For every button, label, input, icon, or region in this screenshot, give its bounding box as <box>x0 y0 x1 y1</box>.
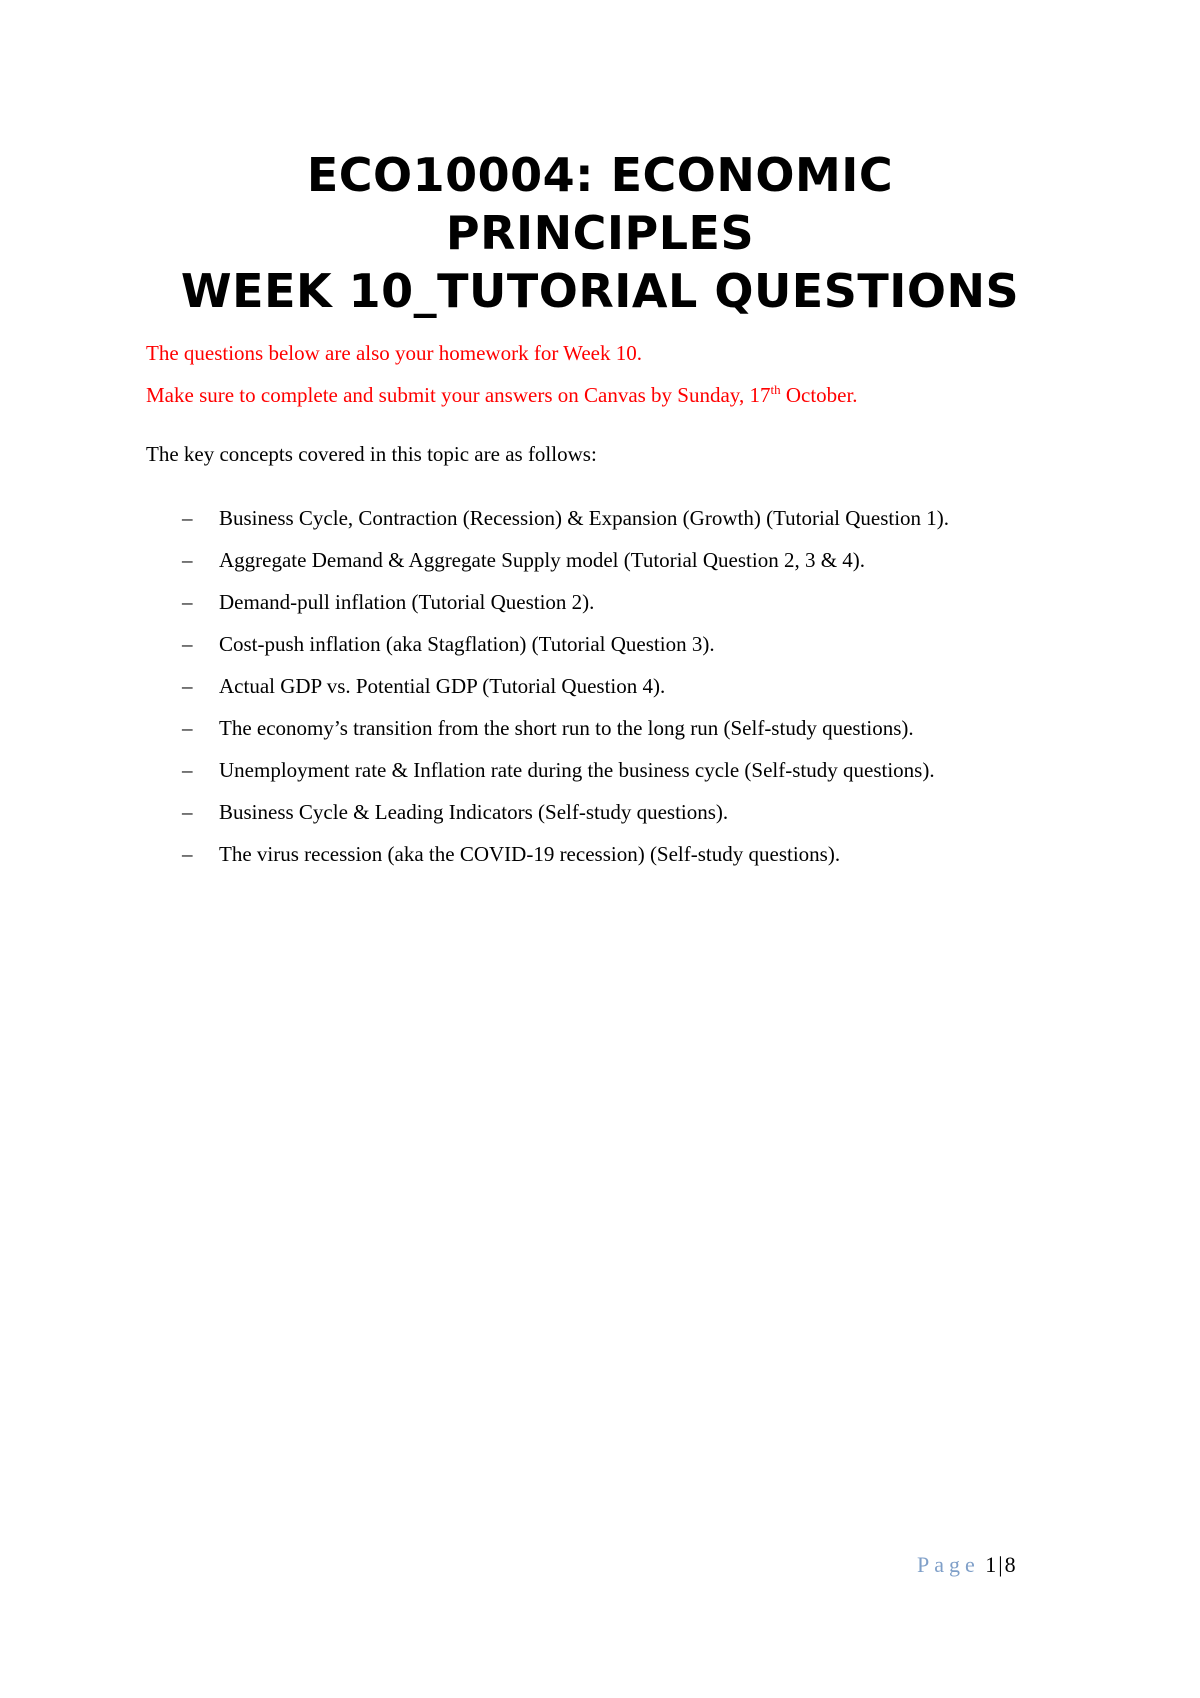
concept-text: Unemployment rate & Inflation rate during the business cycle (Self-study questions). <box>219 758 935 782</box>
deadline-notice <box>146 382 858 408</box>
title-line-3: WEEK 10_TUTORIAL QUESTIONS <box>180 264 1020 318</box>
list-item <box>146 707 1066 749</box>
homework-notice: The questions below are also your homework for Week 10. <box>146 341 642 365</box>
dash-bullet-icon: – <box>182 674 193 698</box>
concept-text: Business Cycle & Leading Indicators (Self-study questions). <box>219 800 729 824</box>
deadline-ordinal-suffix: th <box>770 382 781 397</box>
deadline-month: October. <box>780 383 858 407</box>
concept-text: Aggregate Demand & Aggregate Supply model (Tutorial Question 2, 3 & 4). <box>219 548 866 572</box>
dash-bullet-icon: – <box>182 758 193 782</box>
concept-text: The economy’s transition from the short run to the long run (Self-study questions). <box>219 716 914 740</box>
key-concepts-list <box>146 497 1066 875</box>
title-line-2: PRINCIPLES <box>445 206 755 260</box>
dash-bullet-icon: – <box>182 800 193 824</box>
concepts-intro: The key concepts covered in this topic are as follows: <box>146 442 597 466</box>
list-item <box>146 539 1066 581</box>
list-item <box>146 791 1066 833</box>
page-footer <box>917 1552 1016 1578</box>
list-item <box>146 623 1066 665</box>
page-separator: | <box>998 1552 1003 1577</box>
deadline-text: Make sure to complete and submit your answers on Canvas by Sunday, 17 <box>146 383 771 407</box>
dash-bullet-icon: – <box>182 842 193 866</box>
list-item <box>146 497 1066 539</box>
concept-text: Cost-push inflation (aka Stagflation) (Tutorial Question 3). <box>219 632 715 656</box>
concept-text: Business Cycle, Contraction (Recession) & Expansion (Growth) (Tutorial Question 1). <box>219 506 950 530</box>
concept-text: Actual GDP vs. Potential GDP (Tutorial Question 4). <box>219 674 666 698</box>
dash-bullet-icon: – <box>182 716 193 740</box>
list-item <box>146 581 1066 623</box>
list-item <box>146 749 1066 791</box>
page-number: 1 <box>985 1552 997 1577</box>
title-line-1: ECO10004: ECONOMIC <box>306 148 894 202</box>
concept-text: Demand-pull inflation (Tutorial Question 2). <box>219 590 595 614</box>
dash-bullet-icon: – <box>182 632 193 656</box>
list-item <box>146 665 1066 707</box>
dash-bullet-icon: – <box>182 506 193 530</box>
list-item <box>146 833 1066 875</box>
dash-bullet-icon: – <box>182 548 193 572</box>
concept-text: The virus recession (aka the COVID-19 recession) (Self-study questions). <box>219 842 841 866</box>
page-label: Page <box>917 1552 980 1577</box>
page-total: 8 <box>1004 1552 1016 1577</box>
document-title <box>0 146 1200 320</box>
dash-bullet-icon: – <box>182 590 193 614</box>
